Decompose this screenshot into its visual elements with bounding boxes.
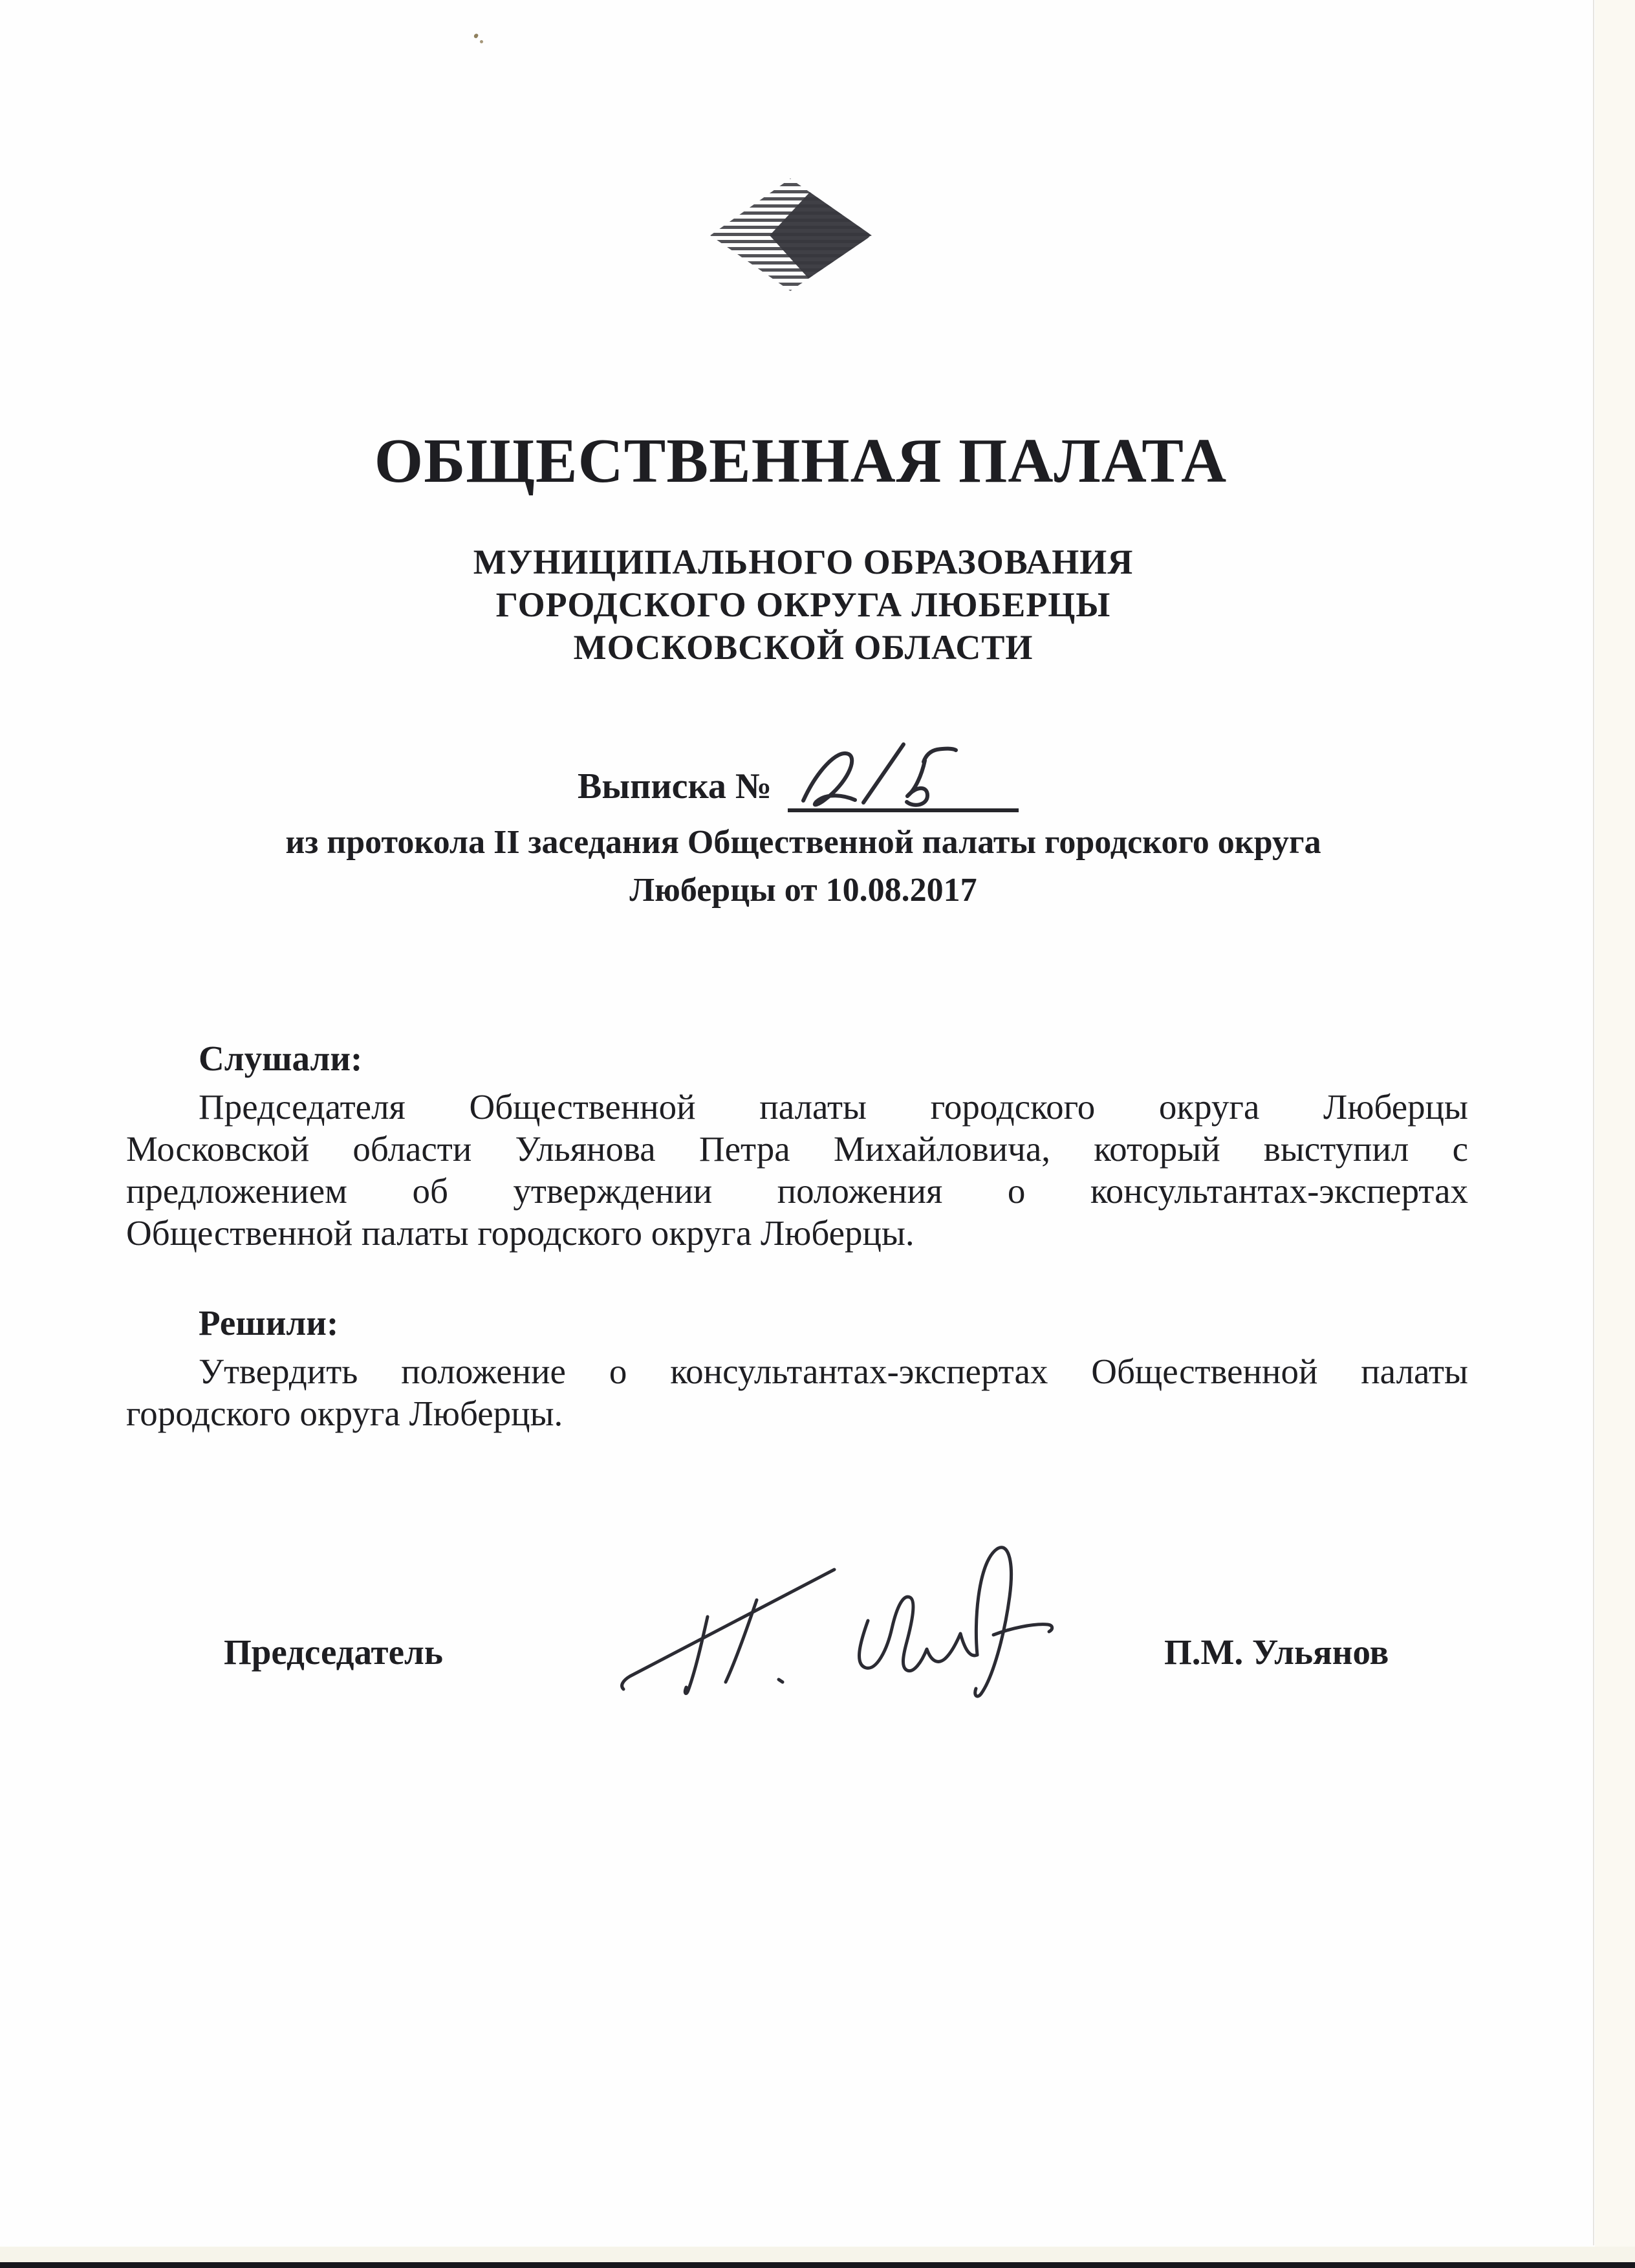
scan-edge-band (1595, 0, 1635, 2268)
section-heading-resolved: Решили: (199, 1303, 339, 1343)
scan-edge-line (1593, 0, 1594, 2245)
document-body (126, 1037, 1468, 1434)
org-subtitle-line: МОСКОВСКОЙ ОБЛАСТИ (573, 628, 1034, 667)
signature-role-label: Председатель (224, 1632, 443, 1672)
handwritten-signature (614, 1538, 1106, 1732)
paragraph-line: Утвердить положение о консультантах-экспертах Общественной палаты (199, 1352, 1468, 1391)
scan-speck (480, 40, 483, 43)
paragraph-line: городского округа Люберцы. (126, 1394, 563, 1433)
paragraph-resolved (126, 1350, 1468, 1434)
section-heading-heard: Слушали: (199, 1039, 363, 1078)
extract-source-line: Люберцы от 10.08.2017 (629, 872, 977, 909)
extract-number-label: Выписка № (578, 766, 772, 806)
extract-source (0, 819, 1621, 914)
extract-source-line: из протокола II заседания Общественной палаты городского округа (285, 824, 1321, 861)
org-subtitle-line: МУНИЦИПАЛЬНОГО ОБРАЗОВАНИЯ (473, 543, 1134, 581)
paragraph-line: Московской области Ульянова Петра Михайловича, который выступил с (126, 1129, 1468, 1169)
paragraph-line: предложением об утверждении положения о консультантах-экспертах (126, 1171, 1468, 1211)
scan-bottom-edge (0, 2262, 1635, 2268)
scan-bottom-band (0, 2247, 1635, 2262)
handwritten-extract-number (797, 724, 1004, 821)
paragraph-heard (126, 1086, 1468, 1254)
org-subtitle (0, 541, 1621, 669)
signature-name: П.М. Ульянов (1164, 1632, 1389, 1672)
org-title: ОБЩЕСТВЕННАЯ ПАЛАТА (374, 426, 1228, 495)
scan-speck (473, 33, 479, 39)
emblem-diamond-logo (709, 175, 874, 294)
org-subtitle-line: ГОРОДСКОГО ОКРУГА ЛЮБЕРЦЫ (495, 585, 1111, 624)
paragraph-line: Председателя Общественной палаты городского округа Люберцы (199, 1087, 1468, 1127)
paragraph-line: Общественной палаты городского округа Люберцы. (126, 1213, 915, 1253)
